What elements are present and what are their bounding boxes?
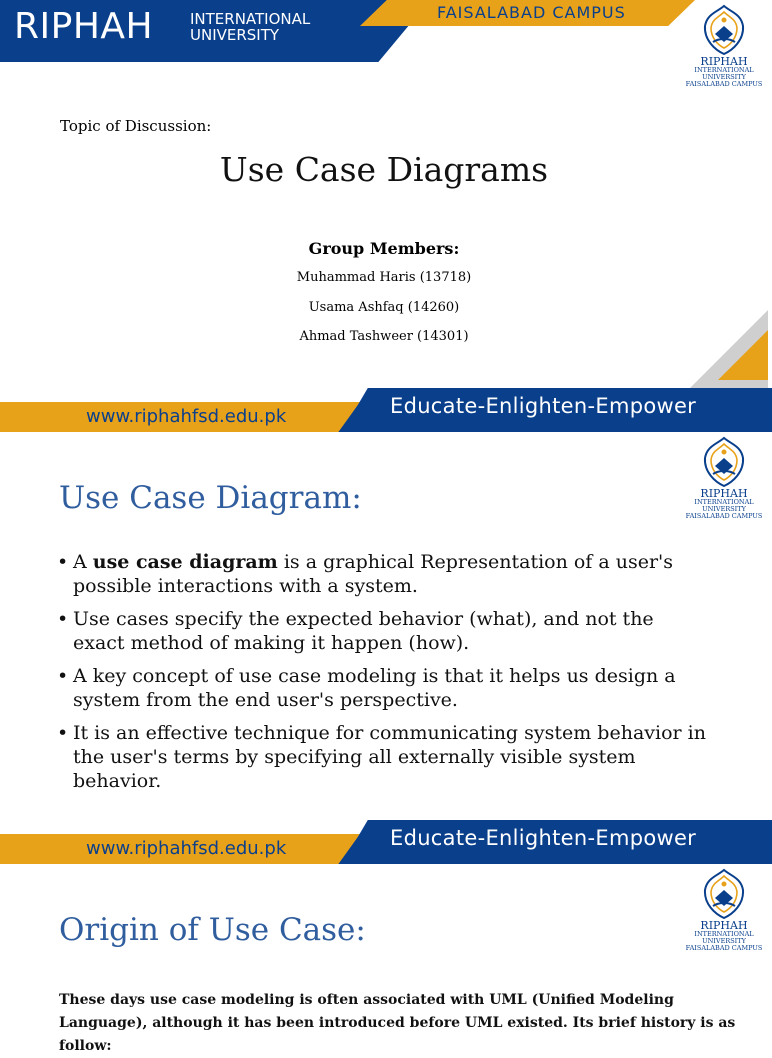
- members-heading: Group Members:: [308, 239, 460, 258]
- bullet-text: A key concept of use case modeling is that it helps us design a system from the end user's perspective.: [73, 665, 676, 711]
- logo-line3: FAISALABAD CAMPUS: [685, 80, 763, 88]
- logo-line2: UNIVERSITY: [702, 937, 746, 945]
- bullet-item: [57, 550, 707, 598]
- brand-subtitle-line2: UNIVERSITY: [190, 26, 280, 44]
- logo-name: RIPHAH: [700, 487, 748, 500]
- footer-url: www.riphahfsd.edu.pk: [86, 406, 287, 427]
- slide-heading: Use Case Diagram:: [59, 480, 362, 516]
- university-logo: [684, 436, 764, 520]
- brand-subtitle: [190, 11, 310, 43]
- bullet-text: A: [73, 551, 93, 573]
- logo-line1: INTERNATIONAL: [694, 498, 754, 506]
- footer-motto: Educate-Enlighten-Empower: [390, 394, 697, 418]
- topic-label: Topic of Discussion:: [60, 117, 212, 135]
- bullet-text: Use cases specify the expected behavior (what), and not the exact method of making it happen (how).: [73, 608, 654, 654]
- brand-logotype: RIPHAH: [14, 6, 154, 47]
- bullet-item: [57, 721, 707, 793]
- slide-title: [0, 0, 768, 432]
- bullet-item: [57, 664, 707, 712]
- campus-label: FAISALABAD CAMPUS: [437, 3, 626, 22]
- footer-url: www.riphahfsd.edu.pk: [86, 838, 287, 859]
- logo-line3: FAISALABAD CAMPUS: [685, 944, 763, 952]
- slide-use-case-diagram: [0, 432, 768, 864]
- logo-line2: UNIVERSITY: [702, 73, 746, 81]
- crest-icon: [701, 4, 747, 56]
- slide-origin-of-use-case: [0, 864, 768, 1054]
- bullet-text: It is an effective technique for communicating system behavior in the user's terms by specifying all externally visible system behavior.: [73, 722, 706, 792]
- university-logo: [684, 868, 764, 952]
- crest-icon: [701, 436, 747, 488]
- logo-name: RIPHAH: [700, 55, 748, 68]
- bullet-list: [57, 550, 707, 802]
- crest-icon: [701, 868, 747, 920]
- logo-line2: UNIVERSITY: [702, 505, 746, 513]
- page-title: Use Case Diagrams: [219, 150, 549, 189]
- bullet-bold-term: use case diagram: [92, 551, 278, 573]
- bullet-text: is a graphical Representation of a user's possible interactions with a system.: [73, 551, 674, 597]
- bullet-item: [57, 607, 707, 655]
- slide-heading: Origin of Use Case:: [59, 912, 366, 948]
- university-logo: [684, 4, 764, 88]
- body-paragraph: These days use case modeling is often associated with UML (Unified Modeling Language), although it has been introduced before UML existed. Its brief history is as follow:: [59, 992, 736, 1054]
- member-item: Ahmad Tashweer (14301): [299, 329, 469, 344]
- logo-name: RIPHAH: [700, 919, 748, 932]
- logo-line3: FAISALABAD CAMPUS: [685, 512, 763, 520]
- member-item: Usama Ashfaq (14260): [308, 300, 460, 315]
- logo-line1: INTERNATIONAL: [694, 66, 754, 74]
- logo-line1: INTERNATIONAL: [694, 930, 754, 938]
- member-item: Muhammad Haris (13718): [296, 270, 472, 285]
- footer-motto: Educate-Enlighten-Empower: [390, 826, 697, 850]
- brand-subtitle-line1: INTERNATIONAL: [190, 10, 311, 28]
